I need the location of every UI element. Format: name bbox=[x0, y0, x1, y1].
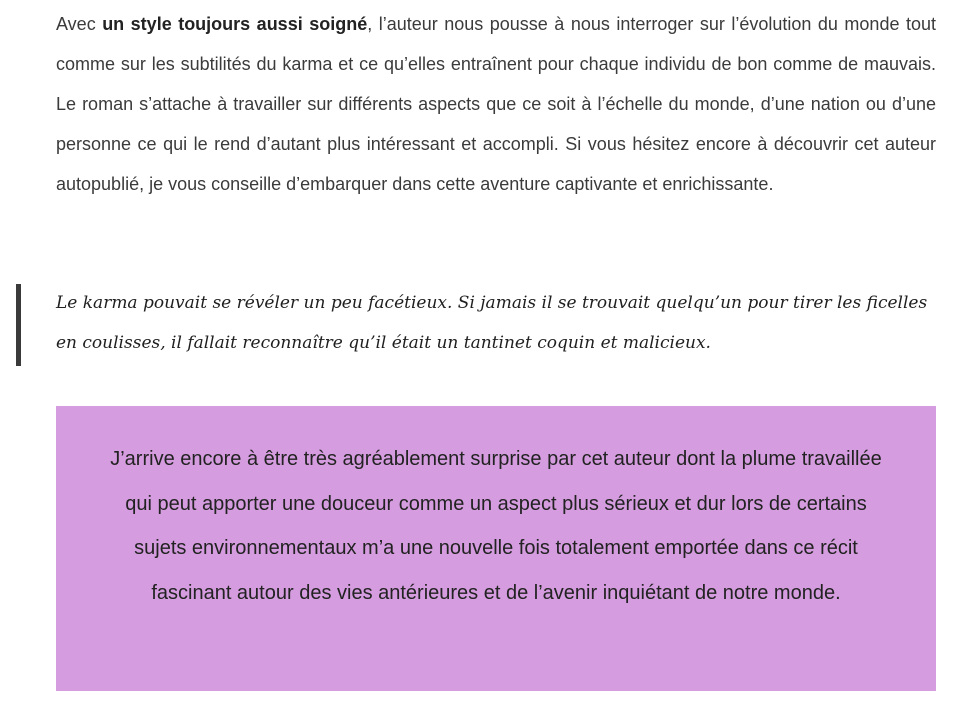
review-emphasis: un style toujours aussi soigné bbox=[102, 14, 368, 34]
highlight-text: J’arrive encore à être très agréablement surprise par cet auteur dont la plume travaillée qui peut apporter une douceur comme un aspect plus sérieux et dur lors de certains sujets environnementaux m’a une nouvelle fois totalement emportée dans ce récit fascinant autour des vies antérieures et de l’avenir inquiétant de notre monde. bbox=[110, 448, 882, 604]
review-intro: Avec bbox=[56, 14, 103, 34]
review-body: , l’auteur nous pousse à nous interroger sur l’évolution du monde tout comme sur les subtilités du karma et ce qu’elles entraînent pour chaque individu de bon comme de mauvais. Le roman s’attache à travailler sur différents aspects que ce soit à l’échelle du monde, d’une nation ou d’une personne ce qui le rend d’autant plus intéressant et accompli. Si vous hésitez encore à découvrir cet auteur autopublié, je vous conseille d’embarquer dans cette aventure captivante et enrichissante. bbox=[56, 14, 936, 194]
book-quote: Le karma pouvait se révéler un peu facétieux. Si jamais il se trouvait quelqu’un pour tirer les ficelles en coulisses, il fallait reconnaître qu’il était un tantinet coquin et malicieux. bbox=[56, 293, 928, 353]
review-paragraph bbox=[56, 4, 936, 204]
blockquote-bar bbox=[16, 284, 21, 366]
